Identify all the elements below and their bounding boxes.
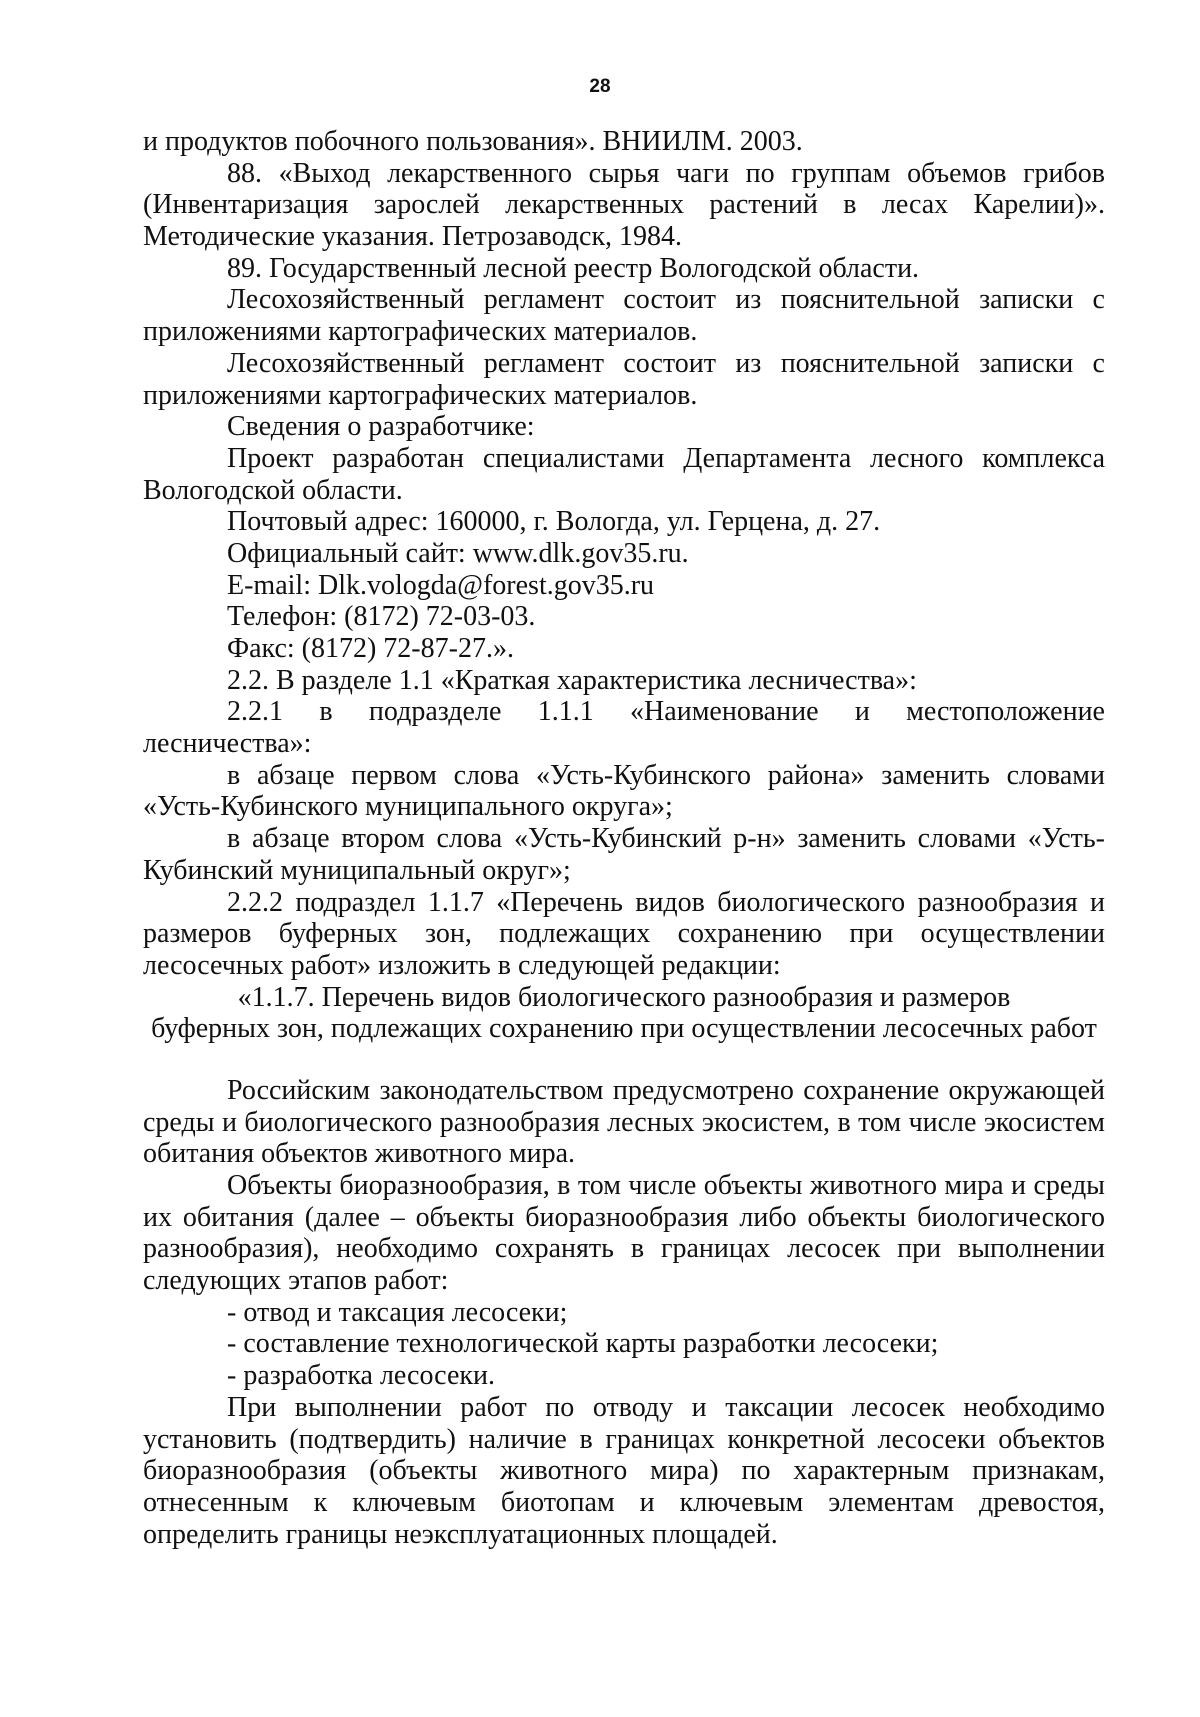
text-line: Телефон: (8172) 72-03-03. — [227, 601, 536, 633]
text-line: в абзаце первом слова «Усть-Кубинского района» заменить словами — [227, 759, 1105, 791]
text-line: их обитания (далее – объекты биоразнообразия либо объекты биологического — [143, 1201, 1105, 1233]
text-line: определить границы неэксплуатационных площадей. — [143, 1518, 778, 1550]
list-item: - составление технологической карты разработки лесосеки; — [227, 1328, 939, 1360]
text-line: Вологодской области. — [143, 474, 403, 506]
blank-gap — [143, 1045, 1105, 1075]
section-heading-line: «1.1.7. Перечень видов биологического разнообразия и размеров — [237, 981, 1011, 1013]
text-line: 88. «Выход лекарственного сырья чаги по группам объемов грибов — [227, 157, 1105, 189]
text-line: следующих этапов работ: — [143, 1265, 449, 1297]
text-line: отнесенным к ключевым биотопам и ключевым элементам древостоя, — [143, 1486, 1105, 1518]
text-line: в абзаце втором слова «Усть-Кубинский р-н» заменить словами «Усть- — [227, 823, 1105, 855]
text-line: 2.2.2 подраздел 1.1.7 «Перечень видов биологического разнообразия и — [227, 886, 1105, 918]
text-line: лесничества»: — [143, 728, 312, 760]
document-body — [143, 126, 1105, 1550]
text-line: Методические указания. Петрозаводск, 1984. — [143, 221, 683, 253]
text-line: E-mail: Dlk.vologda@forest.gov35.ru — [227, 569, 655, 601]
text-line: установить (подтвердить) наличие в границах конкретной лесосеки объектов — [143, 1423, 1105, 1455]
text-line: Сведения о разработчике: — [227, 411, 535, 443]
list-item: - разработка лесосеки. — [227, 1360, 495, 1392]
text-line: биоразнообразия (объекты животного мира) по характерным признакам, — [143, 1455, 1105, 1487]
text-line: среды и биологического разнообразия лесных экосистем, в том числе экосистем — [143, 1106, 1105, 1138]
text-line: лесосечных работ» изложить в следующей редакции: — [143, 949, 781, 981]
section-heading-line: буферных зон, подлежащих сохранению при осуществлении лесосечных работ — [151, 1013, 1097, 1045]
text-line: Официальный сайт: www.dlk.gov35.ru. — [227, 537, 689, 569]
text-line: 2.2. В разделе 1.1 «Краткая характеристика лесничества»: — [227, 664, 917, 696]
text-line: «Усть-Кубинского муниципального округа»; — [143, 791, 673, 823]
text-line: При выполнении работ по отводу и таксации лесосек необходимо — [227, 1391, 1105, 1423]
text-line: приложениями картографических материалов. — [143, 316, 698, 348]
text-line: разнообразия), необходимо сохранять в границах лесосек при выполнении — [143, 1233, 1105, 1265]
text-line: Факс: (8172) 72-87-27.». — [227, 633, 514, 664]
text-line: Российским законодательством предусмотрено сохранение окружающей — [227, 1074, 1105, 1106]
text-line: 89. Государственный лесной реестр Вологодской области. — [227, 252, 920, 284]
text-line: Лесохозяйственный регламент состоит из пояснительной записки с — [227, 347, 1105, 379]
text-line: Объекты биоразнообразия, в том числе объекты животного мира и среды — [227, 1170, 1105, 1201]
text-line: и продуктов побочного пользования». ВНИИЛМ. 2003. — [143, 126, 803, 157]
text-line: размеров буферных зон, подлежащих сохранению при осуществлении — [143, 918, 1105, 950]
text-line: Лесохозяйственный регламент состоит из пояснительной записки с — [227, 284, 1105, 316]
list-item: - отвод и таксация лесосеки; — [227, 1296, 568, 1328]
text-line: обитания объектов животного мира. — [143, 1138, 575, 1170]
text-line: Почтовый адрес: 160000, г. Вологда, ул. Герцена, д. 27. — [227, 506, 881, 538]
text-line: Проект разработан специалистами Департамента лесного комплекса — [227, 442, 1105, 474]
text-line: 2.2.1 в подразделе 1.1.1 «Наименование и местоположение — [227, 696, 1105, 728]
text-line: приложениями картографических материалов. — [143, 379, 698, 411]
page-number: 28 — [589, 76, 611, 97]
text-line: (Инвентаризация зарослей лекарственных растений в лесах Карелии)». — [143, 189, 1105, 221]
text-line: Кубинский муниципальный округ»; — [143, 854, 571, 886]
